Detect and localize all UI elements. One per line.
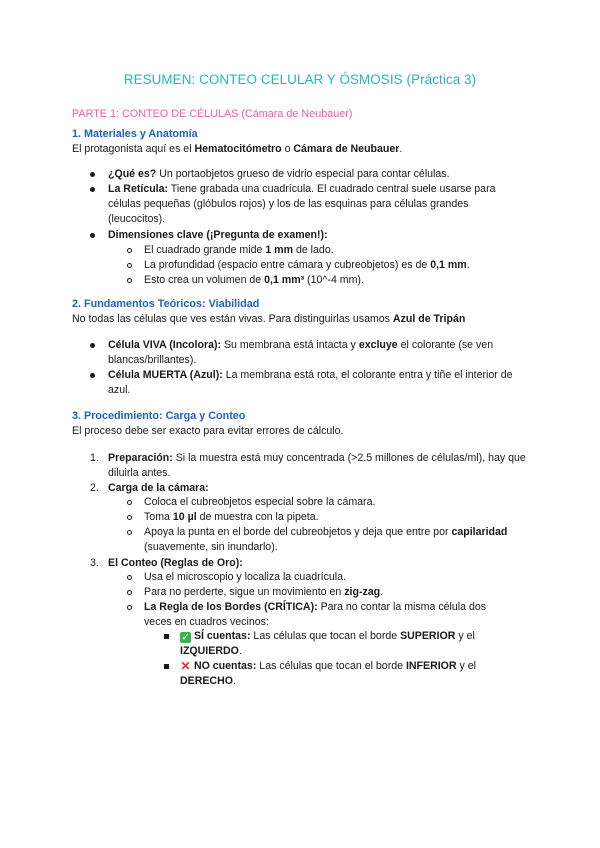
list-item: Preparación: Si la muestra está muy concentrada (>2.5 millones de células/ml), hay que diluirla antes. bbox=[108, 452, 526, 479]
check-icon: ✓ bbox=[181, 632, 190, 642]
square-bullet bbox=[164, 664, 169, 669]
sub-sub-list-item: ✓ SÍ cuentas: Las células que tocan el borde SUPERIOR y el IZQUIERDO. bbox=[180, 630, 475, 657]
section-1-intro: El protagonista aquí es el Hematocitómetro o Cámara de Neubauer. bbox=[72, 143, 403, 155]
sub-bullet bbox=[127, 500, 132, 505]
sub-bullet bbox=[127, 515, 132, 520]
sub-list-item: Usa el microscopio y localiza la cuadrícula. bbox=[144, 571, 346, 583]
sub-list-item: El cuadrado grande mide 1 mm de lado. bbox=[144, 244, 334, 256]
sub-list-item: Toma 10 µl de muestra con la pipeta. bbox=[144, 511, 319, 523]
list-number: 1. bbox=[90, 452, 99, 464]
list-item: Dimensiones clave (¡Pregunta de examen!): bbox=[108, 229, 328, 241]
sub-list-item: Coloca el cubreobjetos especial sobre la cámara. bbox=[144, 496, 376, 508]
list-item: El Conteo (Reglas de Oro): bbox=[108, 557, 243, 569]
sub-list-item: Apoya la punta en el borde del cubreobjetos y deja que entre por capilaridad (suavemente, sin inundarlo). bbox=[144, 526, 508, 553]
page-title: RESUMEN: CONTEO CELULAR Y ÓSMOSIS (Práctica 3) bbox=[123, 72, 477, 87]
bullet bbox=[90, 343, 95, 348]
bullet bbox=[90, 172, 95, 177]
section-3-heading: 3. Procedimiento: Carga y Conteo bbox=[72, 410, 246, 422]
sub-sub-list-item: ✕ NO cuentas: Las células que tocan el borde INFERIOR y el DERECHO. bbox=[180, 659, 477, 687]
bullet bbox=[90, 187, 95, 192]
list-item: Célula VIVA (Incolora): Su membrana está intacta y excluye el colorante (se ven blancas/brillantes). bbox=[108, 339, 494, 366]
square-bullet bbox=[164, 634, 169, 639]
list-number: 3. bbox=[90, 557, 99, 569]
sub-list-item: Para no perderte, sigue un movimiento en zig-zag. bbox=[144, 586, 384, 598]
sub-bullet bbox=[127, 278, 132, 283]
sub-bullet bbox=[127, 575, 132, 580]
sub-bullet bbox=[127, 248, 132, 253]
bullet bbox=[90, 233, 95, 238]
sub-bullet bbox=[127, 263, 132, 268]
sub-bullet bbox=[127, 605, 132, 610]
section-2-heading: 2. Fundamentos Teóricos: Viabilidad bbox=[72, 298, 260, 310]
section-2-intro: No todas las células que ves están vivas. Para distinguirlas usamos Azul de Tripán bbox=[72, 313, 466, 325]
list-item: ¿Qué es? Un portaobjetos grueso de vidrio especial para contar células. bbox=[108, 168, 450, 180]
sub-list-item: La Regla de los Bordes (CRÍTICA): Para no contar la misma célula dos veces en cuadros vecinos: bbox=[144, 601, 487, 628]
sub-list-item: Esto crea un volumen de 0,1 mm³ (10^-4 mm). bbox=[144, 274, 364, 286]
sub-bullet bbox=[127, 530, 132, 535]
cross-icon: ✕ bbox=[180, 659, 191, 673]
sub-bullet bbox=[127, 590, 132, 595]
sub-list-item: La profundidad (espacio entre cámara y cubreobjetos) es de 0,1 mm. bbox=[144, 259, 470, 271]
part-heading: PARTE 1: CONTEO DE CÉLULAS (Cámara de Neubauer) bbox=[72, 108, 353, 120]
list-item: La Retícula: Tiene grabada una cuadrícula. El cuadrado central suele usarse para células pequeñas (glóbulos rojos) y los de las esquinas para células grandes (leucocitos). bbox=[108, 183, 496, 225]
bullet bbox=[90, 373, 95, 378]
list-number: 2. bbox=[90, 482, 99, 494]
section-1-heading: 1. Materiales y Anatomía bbox=[72, 128, 198, 140]
list-item: Célula MUERTA (Azul): La membrana está rota, el colorante entra y tiñe el interior de azul. bbox=[108, 369, 513, 396]
section-3-intro: El proceso debe ser exacto para evitar errores de cálculo. bbox=[72, 425, 344, 437]
list-item: Carga de la cámara: bbox=[108, 482, 209, 494]
